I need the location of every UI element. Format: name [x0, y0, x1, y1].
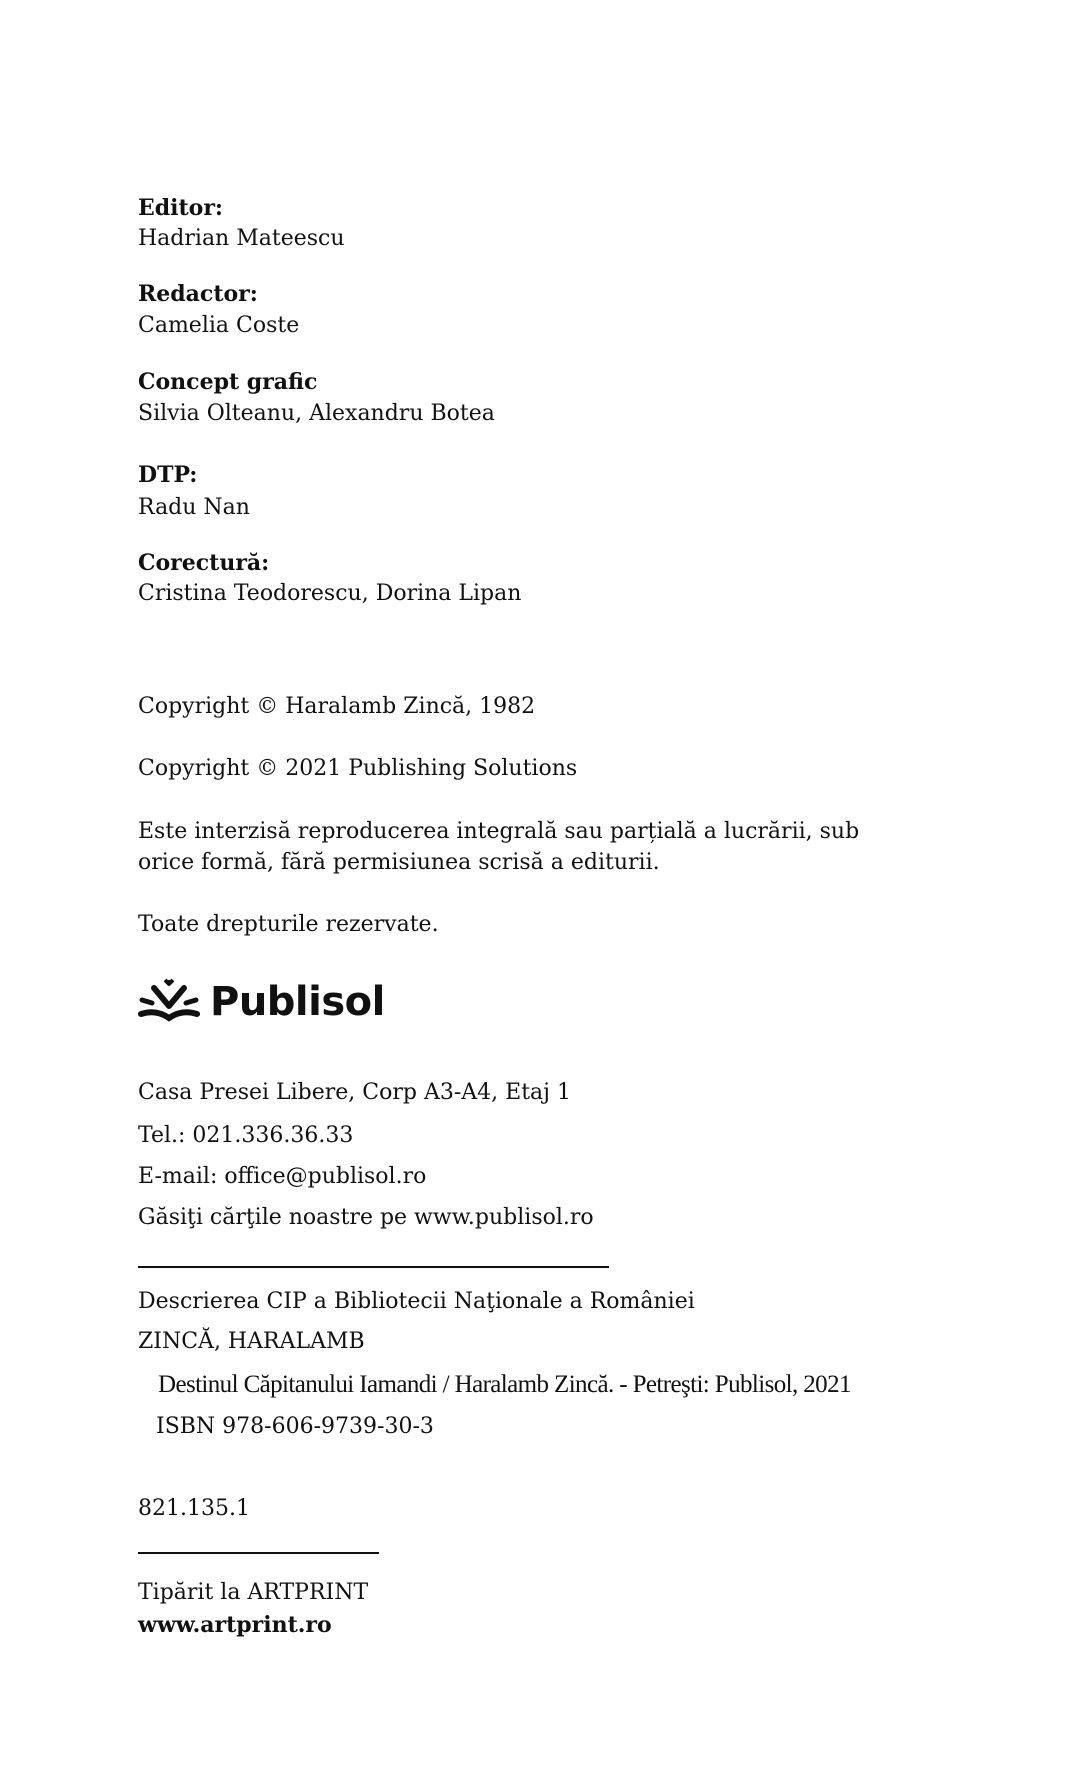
cip-isbn: ISBN 978-606-9739-30-3	[156, 1414, 434, 1439]
credit-role-dtp: DTP:	[138, 462, 198, 488]
credit-role-concept: Concept grafic	[138, 369, 318, 395]
publisher-address: Casa Presei Libere, Corp A3-A4, Etaj 1	[138, 1080, 571, 1105]
cip-classification: 821.135.1	[138, 1496, 250, 1521]
copyright-notice-line1: Este interzisă reproducerea integrală sau parțială a lucrării, sub	[138, 819, 860, 844]
divider	[138, 1266, 609, 1268]
printer-url: www.artprint.ro	[138, 1612, 332, 1638]
divider	[138, 1552, 379, 1554]
copyright-publisher: Copyright © 2021 Publishing Solutions	[138, 756, 578, 781]
credit-name-redactor: Camelia Coste	[138, 313, 300, 338]
credit-name-concept: Silvia Olteanu, Alexandru Botea	[138, 401, 495, 426]
rights-reserved: Toate drepturile rezervate.	[138, 912, 439, 937]
publisher-website: Găsiţi cărţile noastre pe www.publisol.ro	[138, 1205, 594, 1230]
publisol-logo	[138, 978, 385, 1026]
publisher-phone: Tel.: 021.336.36.33	[138, 1123, 354, 1148]
publisher-email: E-mail: office@publisol.ro	[138, 1164, 427, 1189]
credit-role-proofreading: Corectură:	[138, 550, 270, 576]
copyright-notice-line2: orice formă, fără permisiunea scrisă a editurii.	[138, 850, 660, 875]
credit-role-redactor: Redactor:	[138, 281, 258, 307]
credit-name-editor: Hadrian Mateescu	[138, 226, 345, 251]
cip-title-line: Destinul Căpitanului Iamandi / Haralamb Zincă. - Petreşti: Publisol, 2021	[158, 1371, 851, 1398]
credit-name-dtp: Radu Nan	[138, 495, 250, 520]
cip-heading: Descrierea CIP a Bibliotecii Naţionale a României	[138, 1289, 695, 1314]
publisol-logo-text: Publisol	[210, 979, 385, 1025]
cip-author: ZINCĂ, HARALAMB	[138, 1329, 365, 1354]
credit-name-proofreading: Cristina Teodorescu, Dorina Lipan	[138, 581, 522, 606]
printer-label: Tipărit la ARTPRINT	[138, 1580, 369, 1605]
copyright-author: Copyright © Haralamb Zincă, 1982	[138, 694, 536, 719]
credit-role-editor: Editor:	[138, 195, 224, 221]
publisol-book-icon	[138, 978, 200, 1026]
